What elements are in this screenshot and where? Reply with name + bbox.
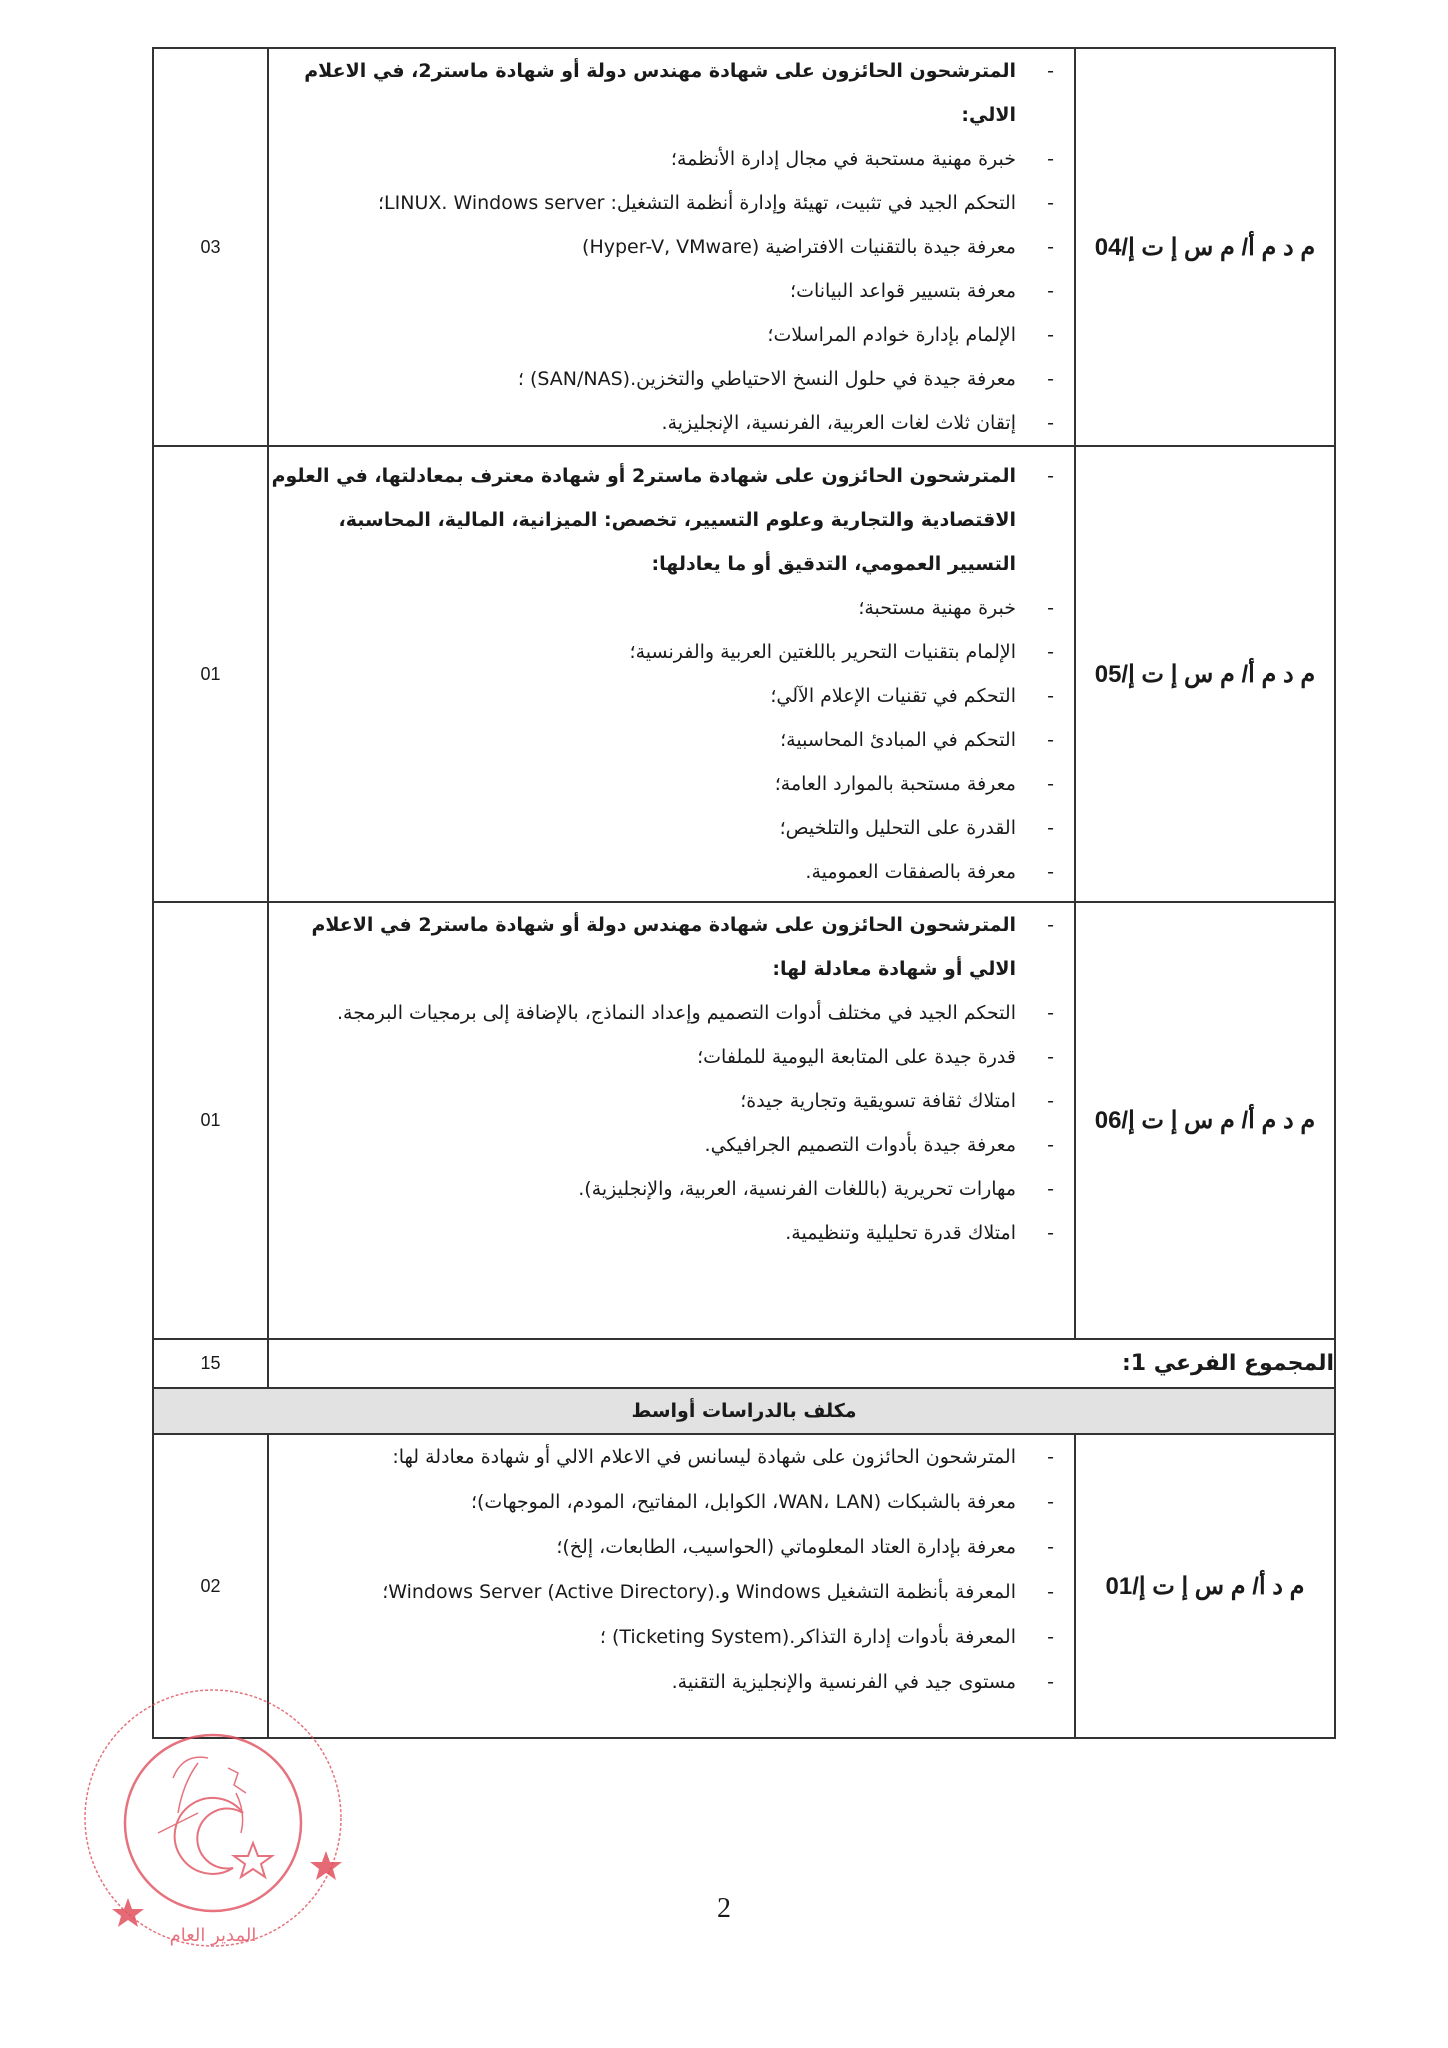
requirement-item: - إتقان ثلاث لغات العربية، الفرنسية، الإنجليزية. (269, 401, 1074, 445)
requirement-item: - معرفة جيدة في حلول النسخ الاحتياطي والتخزين.(SAN/NAS) ؛ (269, 357, 1074, 401)
requirement-item: - معرفة بإدارة العتاد المعلوماتي (الحواسيب، الطابعات، إلخ)؛ (269, 1525, 1074, 1570)
positions-count: 03 (153, 48, 268, 446)
requirements-list (269, 903, 1074, 1255)
requirement-item: - التحكم الجيد في مختلف أدوات التصميم وإعداد النماذج، بالإضافة إلى برمجيات البرمجة. (269, 991, 1074, 1035)
requirement-item: - المعرفة بأنظمة التشغيل Windows و.(Windows Server (Active Directory؛ (269, 1570, 1074, 1615)
requirement-item: - التحكم الجيد في تثبيت، تهيئة وإدارة أنظمة التشغيل: LINUX. Windows server؛ (269, 181, 1074, 225)
requirement-item: - مهارات تحريرية (باللغات الفرنسية، العربية، والإنجليزية). (269, 1167, 1074, 1211)
requirement-item: - قدرة جيدة على المتابعة اليومية للملفات؛ (269, 1035, 1074, 1079)
requirement-item: - المعرفة بأدوات إدارة التذاكر.(Ticketing System) ؛ (269, 1615, 1074, 1660)
subtotal-row (153, 1339, 1335, 1388)
positions-count: 01 (153, 446, 268, 902)
requirement-item: - المترشحون الحائزون على شهادة ماستر2 أو شهادة معترف بمعادلتها، في العلوم الاقتصادية والتجارية وعلوم التسيير، تخصص: الميزانية، المالية، المحاسبة، التسيير العمومي، التدقيق أو ما يعادلها: (269, 454, 1074, 586)
table-row (153, 902, 1335, 1339)
requirement-item: - معرفة بالصفقات العمومية. (269, 850, 1074, 894)
requirements-list (269, 49, 1074, 445)
positions-table (152, 47, 1336, 1739)
requirements-list (269, 1435, 1074, 1705)
table-row (153, 48, 1335, 446)
requirement-item: - معرفة جيدة بأدوات التصميم الجرافيكي. (269, 1123, 1074, 1167)
requirement-item: - الإلمام بإدارة خوادم المراسلات؛ (269, 313, 1074, 357)
requirement-item: - المترشحون الحائزون على شهادة مهندس دولة أو شهادة ماستر2 في الاعلام الالي أو شهادة معادلة لها: (269, 903, 1074, 991)
position-code: م د م أ/ م س إ ت إ/04 (1075, 48, 1335, 446)
positions-count: 01 (153, 902, 268, 1339)
requirement-item: - مستوى جيد في الفرنسية والإنجليزية التقنية. (269, 1660, 1074, 1705)
page-number: 2 (717, 1893, 731, 1924)
position-code: م د أ/ م س إ ت إ/01 (1075, 1434, 1335, 1738)
requirement-item: - المترشحون الحائزون على شهادة مهندس دولة أو شهادة ماستر2، في الاعلام الالي: (269, 49, 1074, 137)
requirement-item: - الإلمام بتقنيات التحرير باللغتين العربية والفرنسية؛ (269, 630, 1074, 674)
requirement-item: - معرفة بتسيير قواعد البيانات؛ (269, 269, 1074, 313)
star-icon (310, 1851, 342, 1880)
position-code: م د م أ/ م س إ ت إ/05 (1075, 446, 1335, 902)
requirement-item: - القدرة على التحليل والتلخيص؛ (269, 806, 1074, 850)
requirement-item: - المترشحون الحائزون على شهادة ليسانس في الاعلام الالي أو شهادة معادلة لها: (269, 1435, 1074, 1480)
table-row (153, 446, 1335, 902)
star-icon (234, 1843, 272, 1877)
crescent-icon (175, 1798, 243, 1874)
section-header: مكلف بالدراسات أواسط (153, 1388, 1335, 1434)
requirement-item: - معرفة بالشبكات (WAN، LAN، الكوابل، المفاتيح، المودم، الموجهات)؛ (269, 1480, 1074, 1525)
requirement-item: - امتلاك قدرة تحليلية وتنظيمية. (269, 1211, 1074, 1255)
requirement-item: - امتلاك ثقافة تسويقية وتجارية جيدة؛ (269, 1079, 1074, 1123)
requirements-list (269, 454, 1074, 894)
requirement-item: - التحكم في تقنيات الإعلام الآلي؛ (269, 674, 1074, 718)
requirement-item: - معرفة مستحبة بالموارد العامة؛ (269, 762, 1074, 806)
section-header-row (153, 1388, 1335, 1434)
stamp-signature-text: المدير العام (169, 1925, 257, 1946)
position-code: م د م أ/ م س إ ت إ/06 (1075, 902, 1335, 1339)
positions-count: 02 (153, 1434, 268, 1738)
subtotal-label: المجموع الفرعي 1: (268, 1339, 1335, 1388)
requirements-cell (268, 1434, 1075, 1738)
requirement-item: - التحكم في المبادئ المحاسبية؛ (269, 718, 1074, 762)
requirements-cell (268, 446, 1075, 902)
requirement-item: - معرفة جيدة بالتقنيات الافتراضية (Hyper-V, VMware) (269, 225, 1074, 269)
requirements-cell (268, 902, 1075, 1339)
requirement-item: - خبرة مهنية مستحبة في مجال إدارة الأنظمة؛ (269, 137, 1074, 181)
requirements-cell (268, 48, 1075, 446)
requirement-item: - خبرة مهنية مستحبة؛ (269, 586, 1074, 630)
subtotal-value: 15 (153, 1339, 268, 1388)
